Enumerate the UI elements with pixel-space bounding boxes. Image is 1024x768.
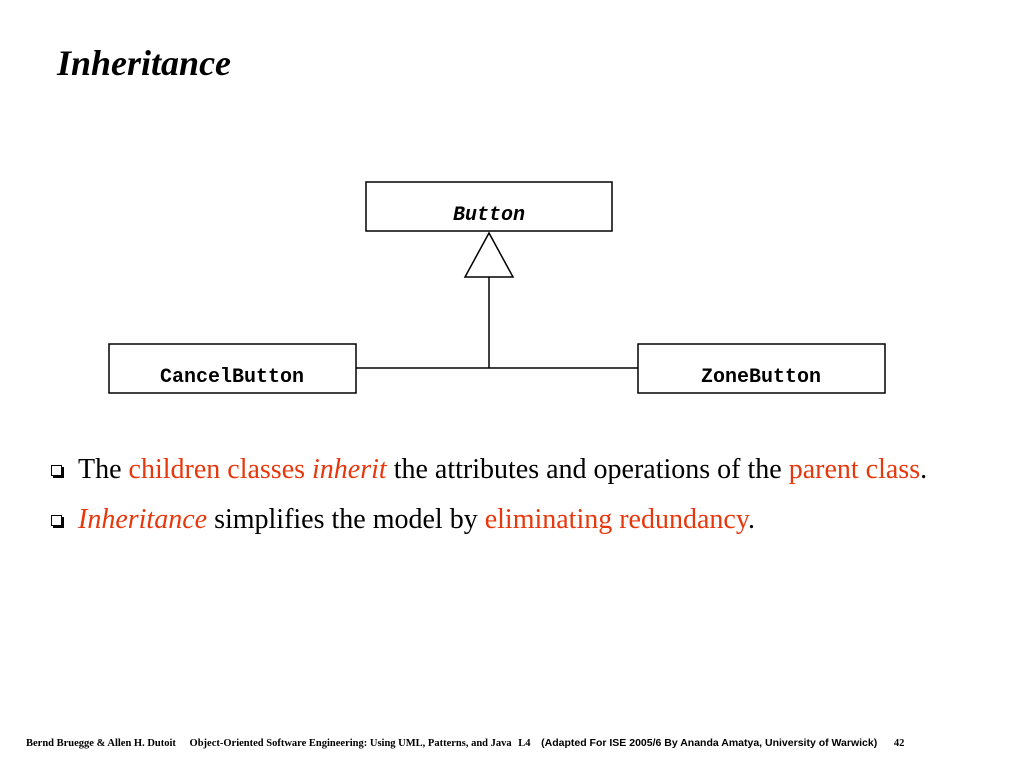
bullet-text: The xyxy=(78,454,129,485)
class-name-zonebutton: ZoneButton xyxy=(700,366,822,389)
footer-adapted-note: (Adapted For ISE 2005/6 By Ananda Amatya, University of Warwick) xyxy=(541,737,878,749)
bullet-text: the attributes and operations of the xyxy=(386,454,789,485)
footer-page-number: 42 xyxy=(893,738,905,749)
highlight-text: children classes xyxy=(128,454,313,485)
highlight-text: inherit xyxy=(312,454,387,485)
bullet-item xyxy=(46,452,976,488)
checkbox-bullet-icon xyxy=(51,465,62,476)
bullet-list xyxy=(46,452,976,552)
class-name-cancelbutton: CancelButton xyxy=(159,366,305,389)
highlight-text: Inheritance xyxy=(78,504,208,535)
footer-book-title: Object-Oriented Software Engineering: Using UML, Patterns, and Java xyxy=(189,738,512,749)
class-box-cancelbutton xyxy=(109,344,356,393)
slide-title: Inheritance xyxy=(57,43,232,83)
generalization-arrowhead xyxy=(465,233,513,277)
bullet-text: simplifies the model by xyxy=(207,504,485,535)
class-box-zonebutton xyxy=(638,344,885,393)
class-box-button xyxy=(366,182,612,231)
checkbox-bullet-icon xyxy=(51,515,62,526)
bullet-text: . xyxy=(920,454,928,485)
highlight-text: eliminating redundancy xyxy=(484,504,749,535)
bullet-item xyxy=(46,502,976,538)
highlight-text: parent class xyxy=(788,454,921,485)
bullet-text: . xyxy=(748,504,756,535)
footer-authors: Bernd Bruegge & Allen H. Dutoit xyxy=(26,738,176,749)
class-name-button: Button xyxy=(452,204,526,227)
footer-lecture: L4 xyxy=(518,738,531,749)
slide-footer xyxy=(26,737,981,749)
